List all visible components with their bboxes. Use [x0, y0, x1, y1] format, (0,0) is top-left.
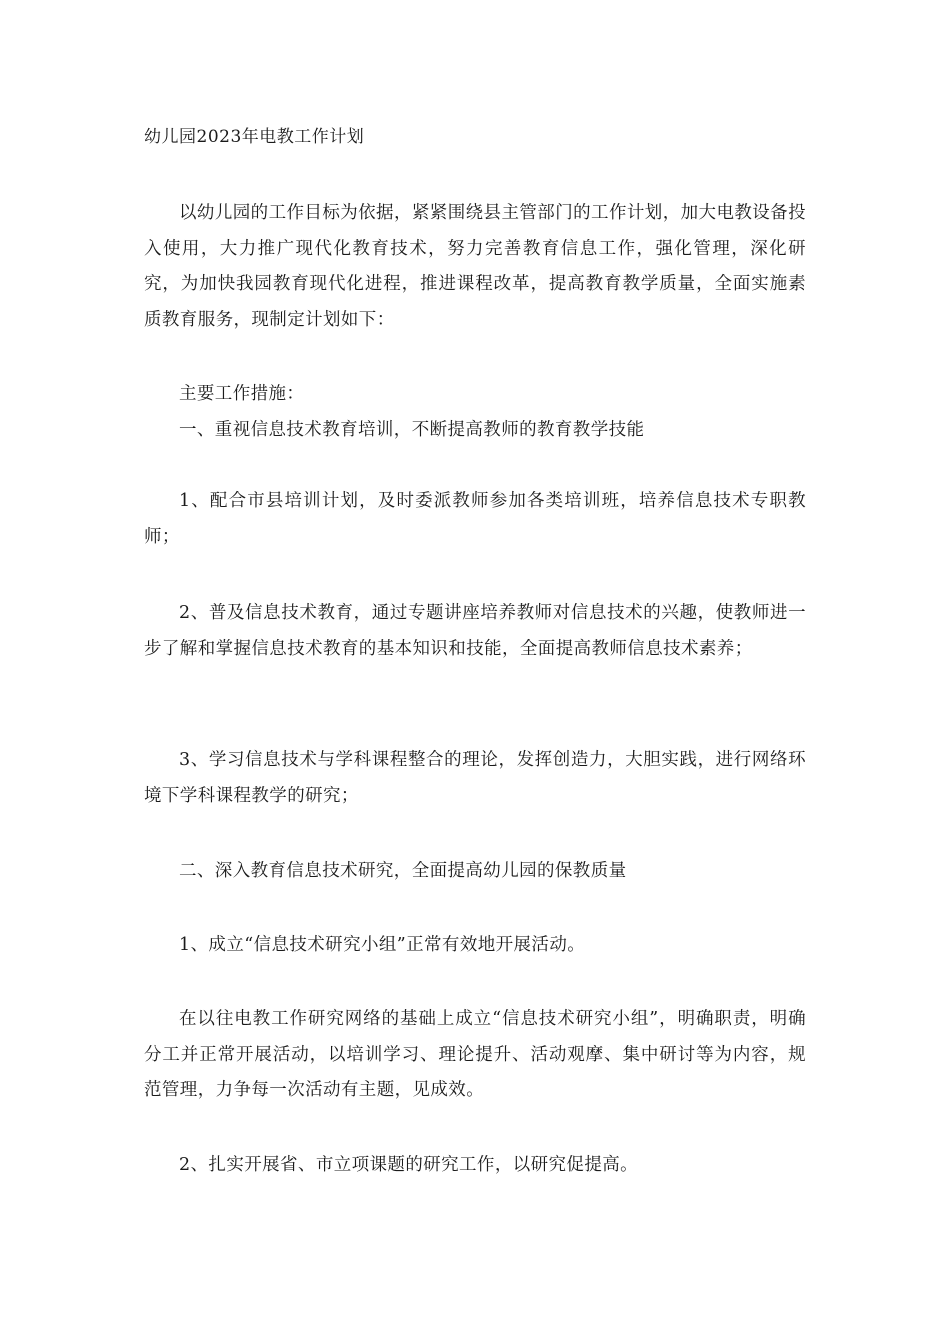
measures-heading: 主要工作措施： — [179, 384, 305, 404]
section-two-item-2: 2、扎实开展省、市立项课题的研究工作，以研究促提高。 — [179, 1155, 639, 1175]
section-two-item-1-detail: 在以往电教工作研究网络的基础上成立“信息技术研究小组”，明确职责，明确分工并正常开展活动，以培训学习、理论提升、活动观摩、集中研讨等为内容，规范管理，力争每一次活动有主题，见成效。 — [144, 1009, 806, 1100]
section-one-item-1: 1、配合市县培训计划，及时委派教师参加各类培训班，培养信息技术专职教师； — [144, 491, 806, 547]
section-one-heading: 一、重视信息技术教育培训，不断提高教师的教育教学技能 — [179, 420, 645, 440]
section-two-heading: 二、深入教育信息技术研究，全面提高幼儿园的保教质量 — [179, 861, 627, 881]
section-two-item-1: 1、成立“信息技术研究小组”正常有效地开展活动。 — [179, 935, 586, 955]
document-title: 幼儿园2023年电教工作计划 — [144, 127, 365, 147]
section-one-item-2: 2、普及信息技术教育，通过专题讲座培养教师对信息技术的兴趣，使教师进一步了解和掌握信息技术教育的基本知识和技能，全面提高教师信息技术素养； — [144, 603, 806, 659]
intro-paragraph: 以幼儿园的工作目标为依据，紧紧围绕县主管部门的工作计划，加大电教设备投入使用，大力推广现代化教育技术，努力完善教育信息工作，强化管理，深化研究，为加快我园教育现代化进程，推进课程改革，提高教育教学质量，全面实施素质教育服务，现制定计划如下： — [144, 203, 806, 330]
section-one-item-3: 3、学习信息技术与学科课程整合的理论，发挥创造力，大胆实践，进行网络环境下学科课程教学的研究； — [144, 750, 806, 806]
